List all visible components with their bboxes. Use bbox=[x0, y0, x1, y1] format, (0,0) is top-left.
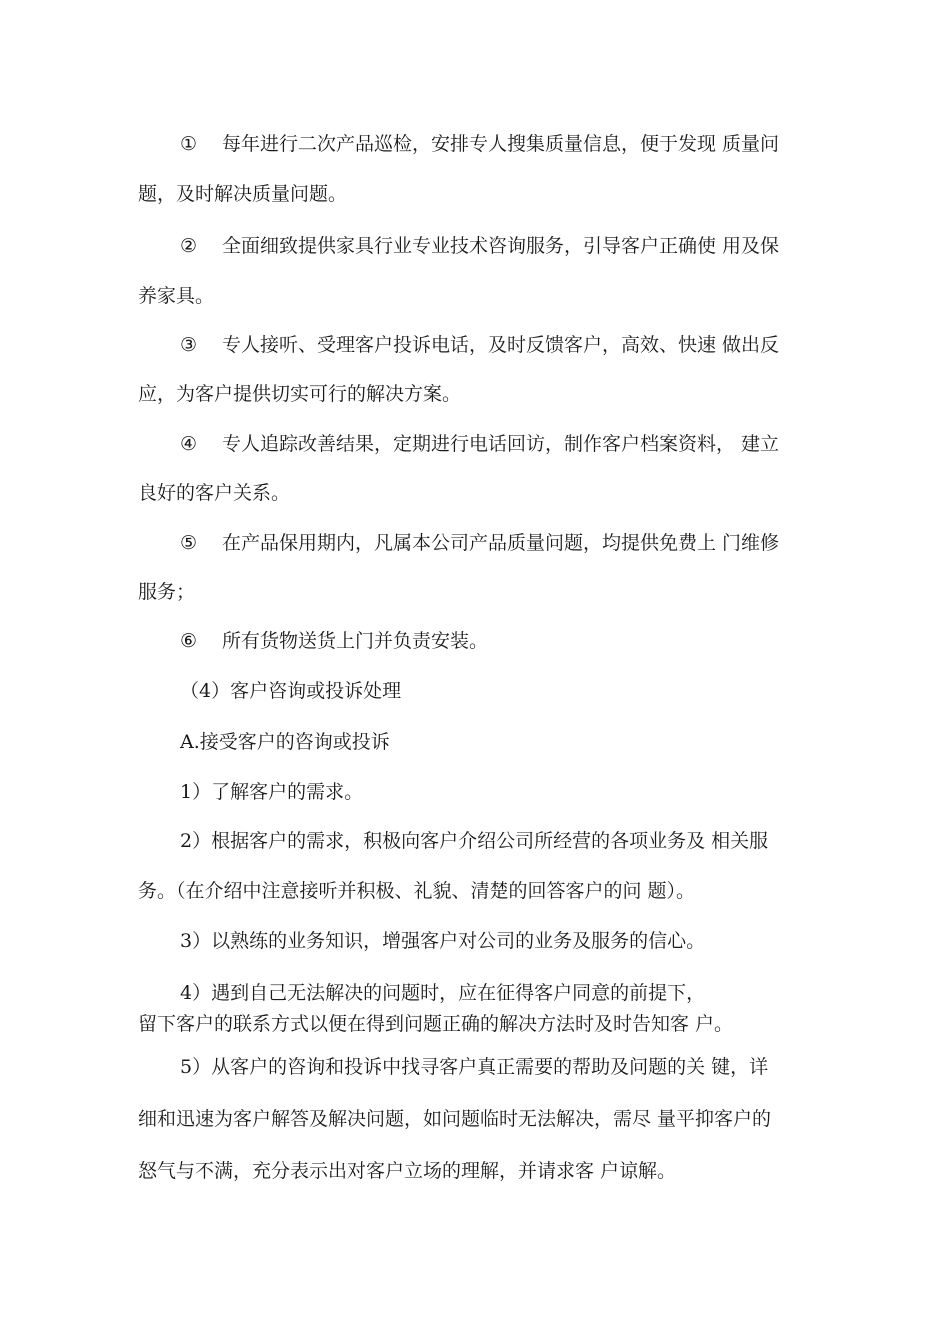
list-item-text-continued: 题，及时解决质量问题。 bbox=[138, 183, 348, 205]
step-text-continued: 留下客户的联系方式以便在得到问题正确的解决方法时及时告知客 户。 bbox=[138, 1013, 734, 1035]
list-item-text: 专人接听、受理客户投诉电话，及时反馈客户，高效、快速 做出反 bbox=[222, 334, 780, 356]
step-text-continued: 怒气与不满，充分表示出对客户立场的理解，并请求客 户谅解。 bbox=[138, 1160, 677, 1182]
list-item-marker: ⑥ bbox=[180, 630, 198, 652]
subheading: A.接受客户的咨询或投诉 bbox=[180, 731, 390, 753]
list-item-marker: ④ bbox=[180, 433, 198, 455]
list-item-marker: ③ bbox=[180, 334, 198, 356]
step-text: 5）从客户的咨询和投诉中找寻客户真正需要的帮助及问题的关 键，详 bbox=[180, 1056, 769, 1078]
list-item-marker: ① bbox=[180, 133, 198, 155]
step-text: 3）以熟练的业务知识，增强客户对公司的业务及服务的信心。 bbox=[180, 930, 706, 952]
step-text-continued: 务。（在介绍中注意接听并积极、礼貌、清楚的回答客户的问 题）。 bbox=[138, 880, 696, 902]
list-item-text-continued: 良好的客户关系。 bbox=[138, 482, 291, 504]
step-text: 1）了解客户的需求。 bbox=[180, 781, 364, 803]
step-text: 2）根据客户的需求，积极向客户介绍公司所经营的各项业务及 相关服 bbox=[180, 830, 769, 852]
list-item-marker: ⑤ bbox=[180, 532, 198, 554]
list-item-text: 专人追踪改善结果，定期进行电话回访，制作客户档案资料， 建立 bbox=[222, 433, 780, 455]
step-text: 4）遇到自己无法解决的问题时，应在征得客户同意的前提下， bbox=[180, 982, 706, 1004]
step-text-continued: 细和迅速为客户解答及解决问题，如问题临时无法解决，需尽 量平抑客户的 bbox=[138, 1108, 772, 1130]
list-item-text: 每年进行二次产品巡检，安排专人搜集质量信息，便于发现 质量问 bbox=[222, 133, 780, 155]
list-item-text-continued: 养家具。 bbox=[138, 285, 215, 307]
list-item-text: 所有货物送货上门并负责安装。 bbox=[222, 630, 489, 652]
list-item-text: 全面细致提供家具行业专业技术咨询服务，引导客户正确使 用及保 bbox=[222, 235, 780, 257]
list-item-text-continued: 应，为客户提供切实可行的解决方案。 bbox=[138, 383, 462, 405]
list-item-text-continued: 服务； bbox=[138, 581, 196, 603]
list-item-text: 在产品保用期内，凡属本公司产品质量问题，均提供免费上 门维修 bbox=[222, 532, 780, 554]
list-item-marker: ② bbox=[180, 235, 198, 257]
section-heading: （4）客户咨询或投诉处理 bbox=[180, 680, 402, 702]
